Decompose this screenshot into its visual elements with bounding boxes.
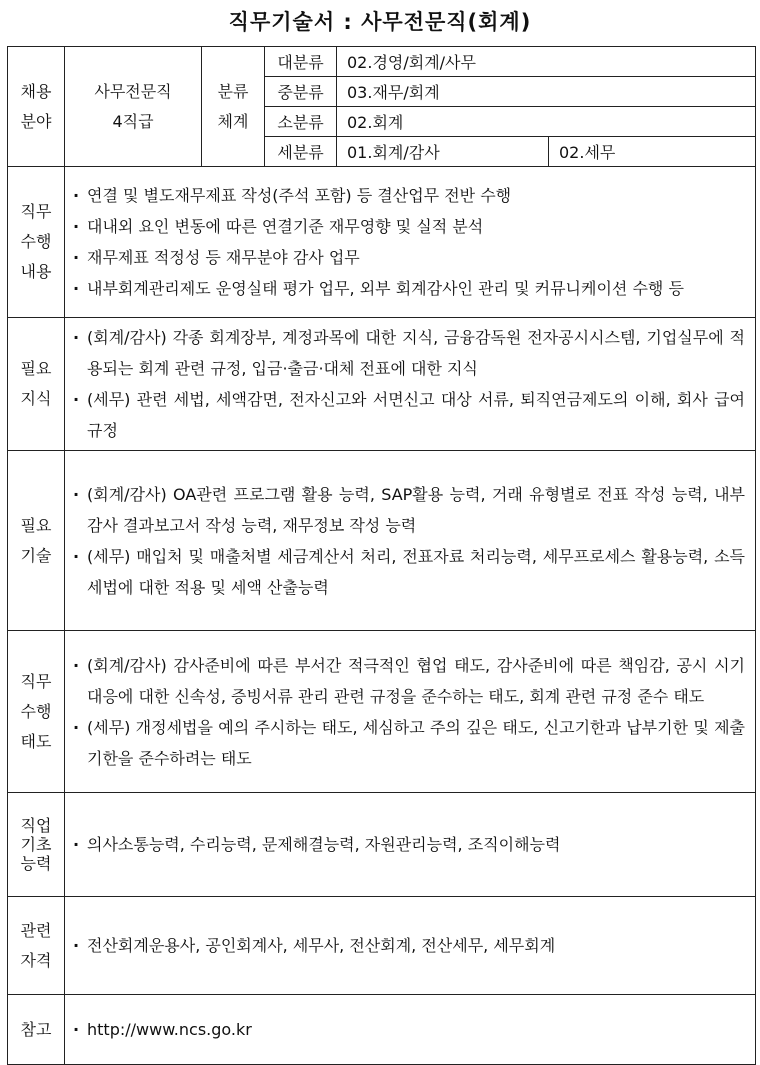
attitude-content: [65, 631, 756, 793]
classification-system-label: 분류 체계: [202, 47, 265, 167]
list-item: · 전산회계운용사, 공인회계사, 세무사, 전산회계, 전산세무, 세무회계: [73, 930, 745, 961]
list-item: · (회계/감사) 감사준비에 따른 부서간 적극적인 협업 태도, 감사준비에 따른 책임감, 공시 시기 대응에 대한 신속성, 증빙서류 관리 관련 규정을 준수하는 태도, 회계 관련 규정 준수 태도: [73, 650, 745, 712]
major-class-value: 02.경영/회계/사무: [337, 47, 756, 77]
list-item: · 재무제표 적정성 등 재무분야 감사 업무: [73, 242, 745, 273]
middle-class-label: 중분류: [265, 77, 337, 107]
sub-class-value-2: 02.세무: [549, 137, 756, 167]
list-item: · (세무) 관련 세법, 세액감면, 전자신고와 서면신고 대상 서류, 퇴직연금제도의 이해, 회사 급여규정: [73, 384, 745, 446]
list-item: · (세무) 매입처 및 매출처별 세금계산서 처리, 전표자료 처리능력, 세무프로세스 활용능력, 소득세법에 대한 적용 및 세액 산출능력: [73, 541, 745, 603]
certifications-content: [65, 897, 756, 995]
skills-content: [65, 451, 756, 631]
duties-label: 직무 수행 내용: [8, 167, 65, 318]
list-item: · 의사소통능력, 수리능력, 문제해결능력, 자원관리능력, 조직이해능력: [73, 829, 745, 860]
list-item: · (세무) 개정세법을 예의 주시하는 태도, 세심하고 주의 깊은 태도, 신고기한과 납부기한 및 제출기한을 준수하려는 태도: [73, 712, 745, 774]
reference-content: [65, 995, 756, 1065]
list-item: · (회계/감사) OA관련 프로그램 활용 능력, SAP활용 능력, 거래 유형별로 전표 작성 능력, 내부감사 결과보고서 작성 능력, 재무정보 작성 능력: [73, 479, 745, 541]
skills-label: 필요 기술: [8, 451, 65, 631]
list-item: · 내부회계관리제도 운영실태 평가 업무, 외부 회계감사인 관리 및 커뮤니케이션 수행 등: [73, 273, 745, 304]
reference-link[interactable]: · http://www.ncs.go.kr: [73, 1014, 745, 1045]
minor-class-label: 소분류: [265, 107, 337, 137]
middle-class-value: 03.재무/회계: [337, 77, 756, 107]
sub-class-label: 세분류: [265, 137, 337, 167]
job-description-table: [7, 46, 756, 1065]
list-item: · 연결 및 별도재무제표 작성(주석 포함) 등 결산업무 전반 수행: [73, 180, 745, 211]
list-item: · 대내외 요인 변동에 따른 연결기준 재무영향 및 실적 분석: [73, 211, 745, 242]
document-title: 직무기술서 : 사무전문직(회계): [228, 10, 532, 34]
knowledge-content: [65, 318, 756, 451]
reference-label: 참고: [8, 995, 65, 1065]
attitude-label: 직무 수행 태도: [8, 631, 65, 793]
knowledge-label: 필요 지식: [8, 318, 65, 451]
duties-content: [65, 167, 756, 318]
basic-competency-content: [65, 793, 756, 897]
major-class-label: 대분류: [265, 47, 337, 77]
sub-class-value-1: 01.회계/감사: [337, 137, 549, 167]
certifications-label: 관련 자격: [8, 897, 65, 995]
list-item: · (회계/감사) 각종 회계장부, 계정과목에 대한 지식, 금융감독원 전자공시시스템, 기업실무에 적용되는 회계 관련 규정, 입금·출금·대체 전표에 대한 지식: [73, 322, 745, 384]
position-cell: 사무전문직 4직급: [65, 47, 202, 167]
minor-class-value: 02.회계: [337, 107, 756, 137]
basic-competency-label: 직업 기초 능력: [8, 793, 65, 897]
recruit-field-label: 채용 분야: [8, 47, 65, 167]
